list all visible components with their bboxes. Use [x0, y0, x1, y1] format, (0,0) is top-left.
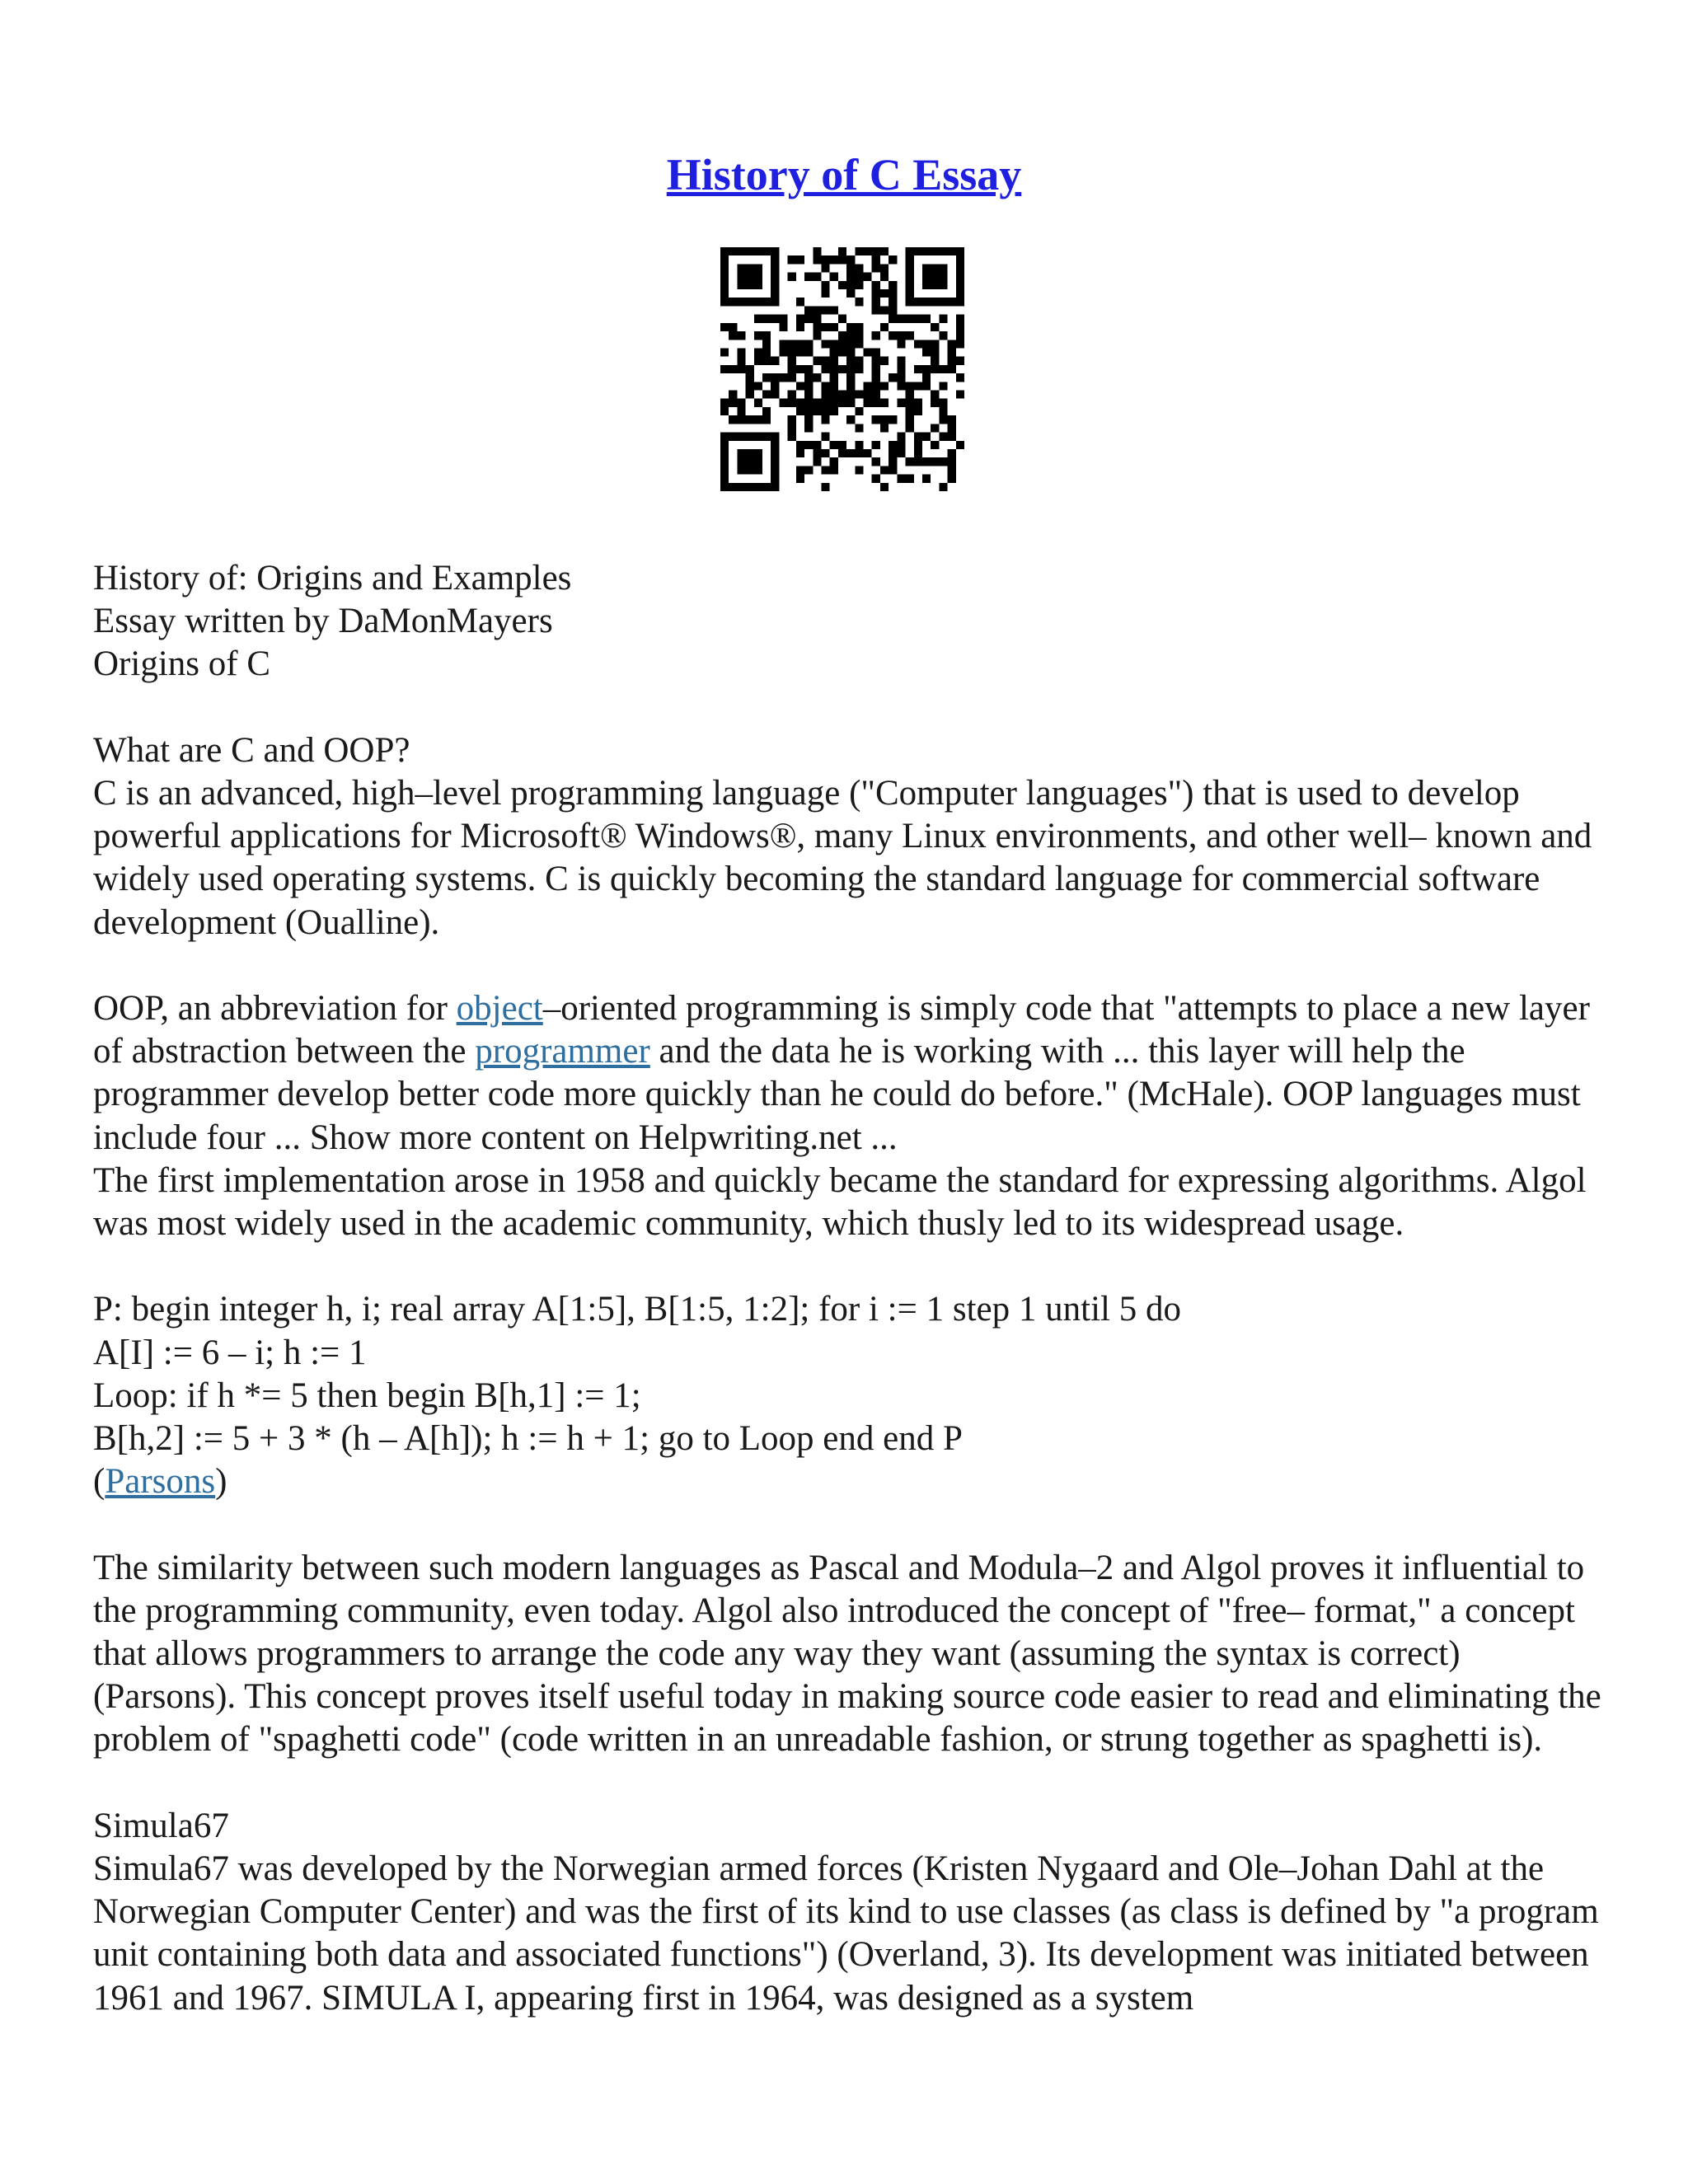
- section-heading-simula: Simula67: [93, 1806, 229, 1845]
- citation-close: ): [215, 1462, 227, 1502]
- citation-parsons: [93, 1460, 1601, 1503]
- citation-open: (: [93, 1462, 106, 1502]
- header-line-2: Essay written by DaMonMayers: [93, 602, 553, 641]
- object-link[interactable]: object: [456, 989, 543, 1028]
- oop-text-2: –oriented programming is simply code that "attempts to place a new layer of abstraction between the: [93, 989, 1590, 1071]
- code-line-4: B[h,2] := 5 + 3 * (h – A[h]); h := h + 1; go to Loop end end P: [93, 1419, 963, 1459]
- code-line-1: P: begin integer h, i; real array A[1:5], B[1:5, 1:2]; for i := 1 step 1 until 5 do: [93, 1290, 1181, 1329]
- essay-body: [93, 557, 1601, 2020]
- programmer-link[interactable]: programmer: [475, 1032, 650, 1071]
- page-title: [0, 145, 1688, 204]
- paragraph-algol-intro: The first implementation arose in 1958 and quickly became the standard for expressing algorithms. Algol was most widely used in the academic community, which thusly led to its widespread usage.: [93, 1160, 1587, 1244]
- paragraph-c-intro: C is an advanced, high–level programming language ("Computer languages") that is used to develop powerful applications for Microsoft® Windows®, many Linux environments, and other well– known and widely used operating systems. C is quickly becoming the standard language for commercial software development (Oualline).: [93, 774, 1592, 942]
- qr-code: [720, 247, 964, 491]
- code-line-3: Loop: if h *= 5 then begin B[h,1] := 1;: [93, 1376, 641, 1415]
- code-line-2: A[I] := 6 – i; h := 1: [93, 1333, 367, 1372]
- section-heading-c-oop: What are C and OOP?: [93, 730, 410, 770]
- parsons-link[interactable]: Parsons: [105, 1462, 216, 1502]
- paragraph-oop: [93, 987, 1601, 1160]
- header-line-1: History of: Origins and Examples: [93, 559, 572, 598]
- header-line-3: Origins of C: [93, 644, 270, 684]
- title-link[interactable]: History of C Essay: [666, 150, 1022, 200]
- paragraph-simula: Simula67 was developed by the Norwegian armed forces (Kristen Nygaard and Ole–Johan Dahl at the Norwegian Computer Center) and was the first of its kind to use classes (as class is defined by "a program unit containing both data and associated functions") (Overland, 3). Its development was initiated between 1961 and 1967. SIMULA I, appearing first in 1964, was designed as a system: [93, 1849, 1599, 2018]
- oop-text-3: and the data he is working with ... this layer will help the programmer develop better code more quickly than he could do before." (McHale). OOP languages must include four ... Show more content on Helpwriting.net ...: [93, 1032, 1581, 1157]
- paragraph-similarity: The similarity between such modern languages as Pascal and Modula–2 and Algol proves it influential to the programming community, even today. Algol also introduced the concept of "free– format," a concept that allows programmers to arrange the code any way they want (assuming the syntax is correct) (Parsons). This concept proves itself useful today in making source code easier to read and eliminating the problem of "spaghetti code" (code written in an unreadable fashion, or strung together as spaghetti is).: [93, 1548, 1601, 1760]
- oop-text-1: OOP, an abbreviation for: [93, 989, 457, 1028]
